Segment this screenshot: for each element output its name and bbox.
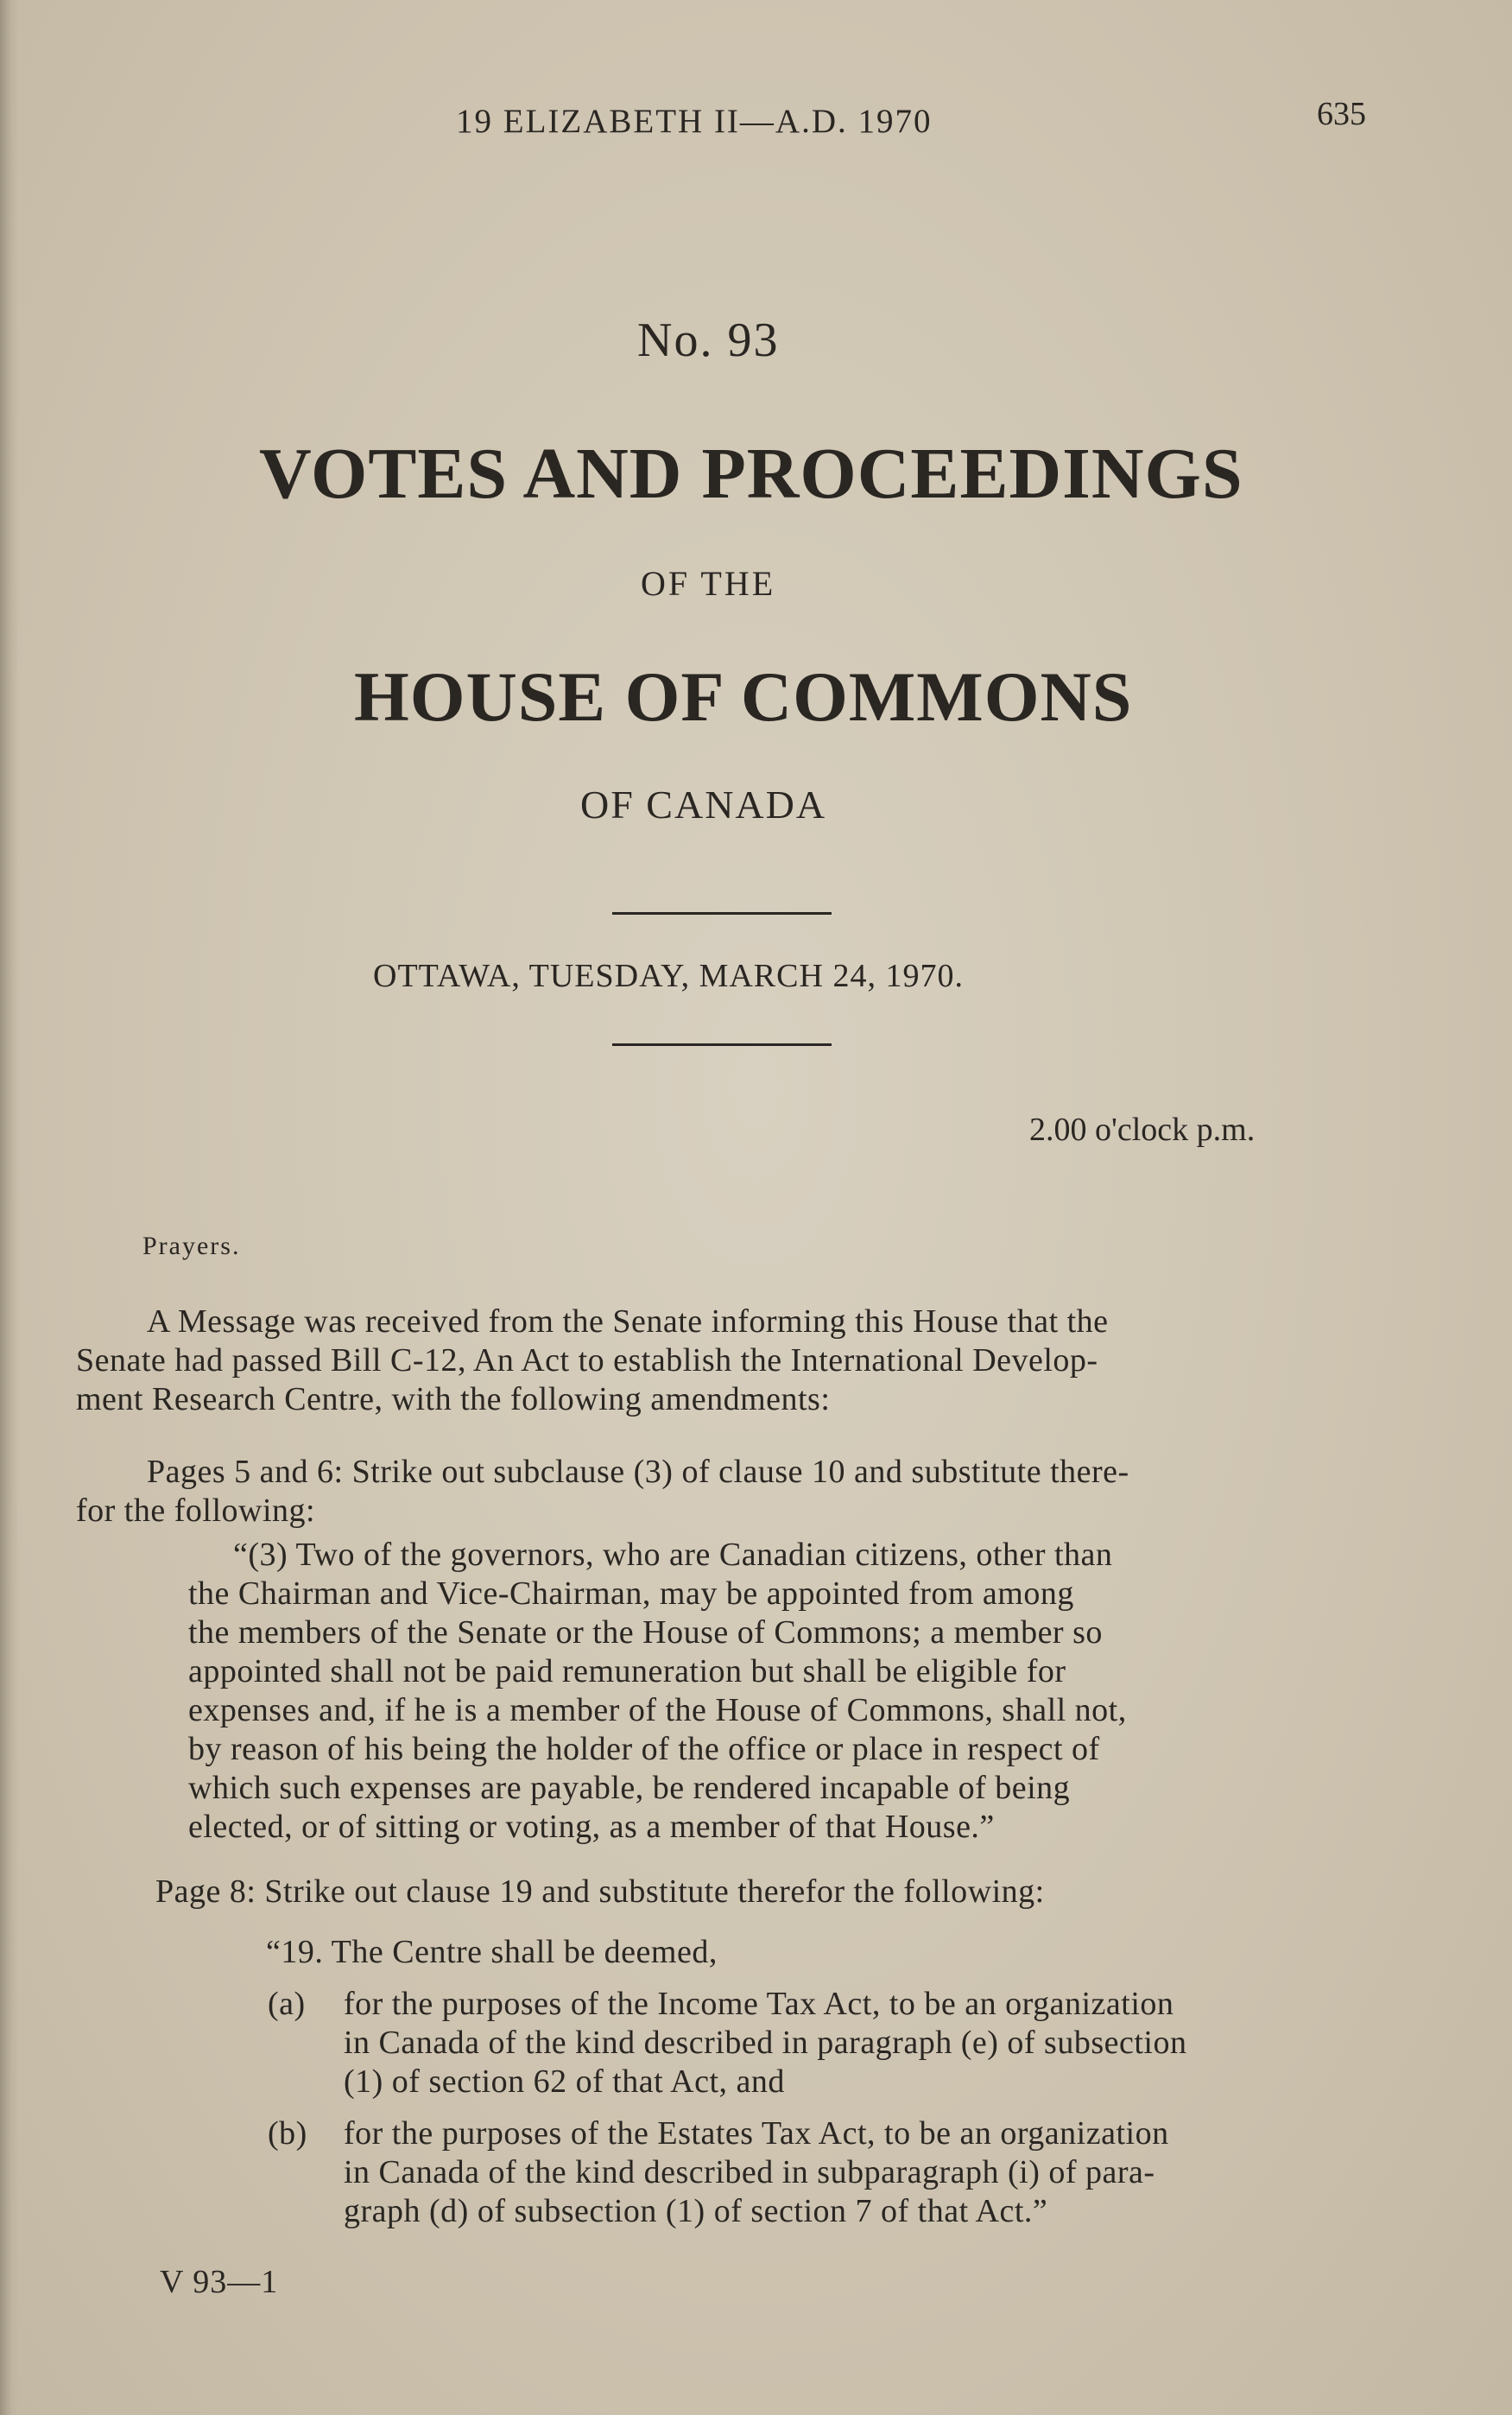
house-title: HOUSE OF COMMONS	[354, 657, 1133, 736]
issue-number: No. 93	[637, 314, 780, 367]
divider-rule-bottom	[612, 1043, 832, 1046]
text-line: ment Research Centre, with the following amendments:	[76, 1381, 831, 1417]
text-line: the Chairman and Vice-Chairman, may be appointed from among	[188, 1575, 1074, 1612]
text-line: Pages 5 and 6: Strike out subclause (3) of clause 10 and substitute there-	[147, 1454, 1129, 1490]
document-title: VOTES AND PROCEEDINGS	[259, 434, 1243, 514]
divider-rule-top	[612, 912, 832, 915]
text-line: which such expenses are payable, be rendered incapable of being	[188, 1770, 1071, 1806]
country-subtitle: OF CANADA	[580, 783, 827, 827]
text-line: “(3) Two of the governors, who are Canadian citizens, other than	[233, 1537, 1113, 1573]
text-line: “19. The Centre shall be deemed,	[266, 1934, 718, 1970]
text-line: graph (d) of subsection (1) of section 7 of that Act.”	[344, 2193, 1048, 2229]
amendment-page-8	[155, 1873, 1382, 1911]
text-line: in Canada of the kind described in subparagraph (i) of para-	[344, 2154, 1155, 2190]
text-line: the members of the Senate or the House of Commons; a member so	[188, 1614, 1103, 1651]
text-line: in Canada of the kind described in paragraph (e) of subsection	[344, 2025, 1187, 2061]
clause-label: (a)	[268, 1986, 306, 2022]
text-line: appointed shall not be paid remuneration but shall be eligible for	[188, 1653, 1066, 1689]
clause-text	[344, 1985, 1186, 2101]
running-head: 19 ELIZABETH II—A.D. 1970	[456, 103, 933, 140]
senate-message-paragraph	[76, 1303, 1385, 1419]
amendment-pages-5-6	[76, 1453, 1385, 1531]
text-line: expenses and, if he is a member of the House of Commons, shall not,	[188, 1692, 1127, 1728]
text-line: Page 8: Strike out clause 19 and substitute therefor the following:	[155, 1873, 1045, 1910]
text-line: Senate had passed Bill C-12, An Act to establish the International Develop-	[76, 1342, 1098, 1379]
text-line: A Message was received from the Senate informing this House that the	[147, 1303, 1109, 1340]
text-line: by reason of his being the holder of the office or place in respect of	[188, 1731, 1100, 1767]
clause-text	[344, 2114, 1169, 2231]
text-line: for the purposes of the Estates Tax Act, to be an organization	[344, 2115, 1169, 2152]
title-connector: OF THE	[641, 564, 776, 603]
binding-edge	[0, 0, 19, 2415]
text-line: for the purposes of the Income Tax Act, to be an organization	[344, 1986, 1174, 2022]
text-line: elected, or of sitting or voting, as a member of that House.”	[188, 1809, 995, 1845]
clause-label: (b)	[268, 2115, 307, 2152]
signature-mark: V 93—1	[160, 2264, 279, 2300]
dateline: OTTAWA, TUESDAY, MARCH 24, 1970.	[373, 958, 964, 994]
clause-19-intro	[266, 1933, 1380, 1972]
page-number: 635	[1317, 96, 1366, 132]
quoted-subclause-3	[188, 1536, 1389, 1847]
prayers-heading: Prayers.	[142, 1232, 241, 1260]
text-line: (1) of section 62 of that Act, and	[344, 2063, 785, 2100]
text-line: for the following:	[76, 1493, 316, 1529]
sitting-time: 2.00 o'clock p.m.	[1029, 1112, 1256, 1148]
